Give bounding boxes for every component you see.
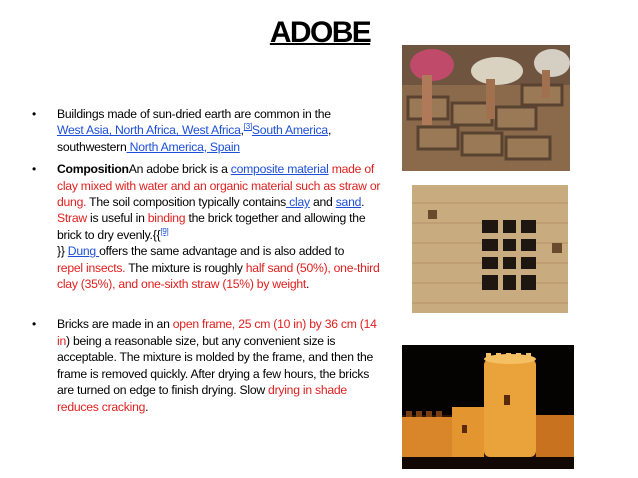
highlight-materials: made of clay mixed with water and an organic material such as straw or dung. (57, 162, 381, 210)
text: southwestern (57, 139, 127, 154)
highlight-repel-insects: repel insects. (57, 260, 126, 275)
link-sand[interactable]: sand (335, 195, 362, 210)
link-north-america[interactable]: North America (126, 139, 204, 154)
highlight-straw: Straw (57, 211, 87, 226)
separator: , (175, 123, 182, 138)
highlight-mixture-ratio: half sand (50%), one-third clay (35%), and one-sixth straw (15%) by weight (57, 260, 380, 292)
text: }} (57, 244, 68, 259)
text: An adobe brick is a (128, 162, 231, 177)
separator: , (108, 123, 115, 138)
text: Buildings made of sun-dried earth are common in the (57, 107, 331, 121)
bullet-locations (32, 106, 384, 155)
bullet-dot: • (32, 317, 36, 332)
text: and (309, 195, 336, 210)
bullet-dot: • (32, 162, 36, 177)
text: . (306, 277, 310, 292)
text: ) being a reasonable size, but any convenient size is acceptable. The mixture is molded by the frame, and then the frame is removed quickly. After drying a few hours, the bricks are turned on edge to finish drying. Slow (57, 333, 374, 398)
text: offers the same advantage and is also added to (99, 244, 345, 259)
highlight-drying-shade: drying in shade reduces cracking (57, 383, 347, 414)
text: . (361, 195, 365, 210)
adobe-fort-night-photo (402, 345, 574, 469)
citation-9[interactable]: [9] (160, 226, 169, 236)
text: Bricks are made in an (57, 317, 173, 332)
citation-3[interactable]: [3] (243, 122, 252, 132)
link-composite-material[interactable]: composite material (230, 162, 329, 177)
link-spain[interactable]: Spain (209, 139, 240, 154)
bullet-list (32, 106, 384, 415)
highlight-frame-size: open frame, 25 cm (10 in) by 36 cm (14 in (57, 317, 377, 348)
link-west-africa[interactable]: West Africa (181, 123, 241, 138)
brick-making-photo (402, 45, 570, 171)
separator: , (327, 123, 332, 138)
text: The mixture is roughly (125, 260, 246, 275)
slide-title: ADOBE (269, 16, 371, 49)
bullet-dot: • (32, 107, 36, 121)
adobe-wall-window-photo (412, 185, 568, 313)
text: the brick together and allowing the brick to dry evenly.{{ (57, 211, 366, 242)
text: is useful in (86, 211, 148, 226)
text: . (145, 399, 149, 414)
bullet-brick-making (32, 316, 384, 414)
link-dung[interactable]: Dung (67, 244, 100, 259)
separator: , (203, 139, 210, 154)
link-west-asia[interactable]: West Asia (57, 123, 109, 138)
link-north-africa[interactable]: North Africa (115, 123, 176, 138)
bullet-composition (32, 161, 384, 292)
highlight-binding: binding (147, 211, 186, 226)
text: The soil composition typically contains (86, 195, 287, 210)
link-south-america[interactable]: South America (251, 123, 328, 138)
link-clay[interactable]: clay (286, 195, 310, 210)
separator: , (240, 123, 244, 138)
composition-heading: Composition (57, 162, 129, 177)
